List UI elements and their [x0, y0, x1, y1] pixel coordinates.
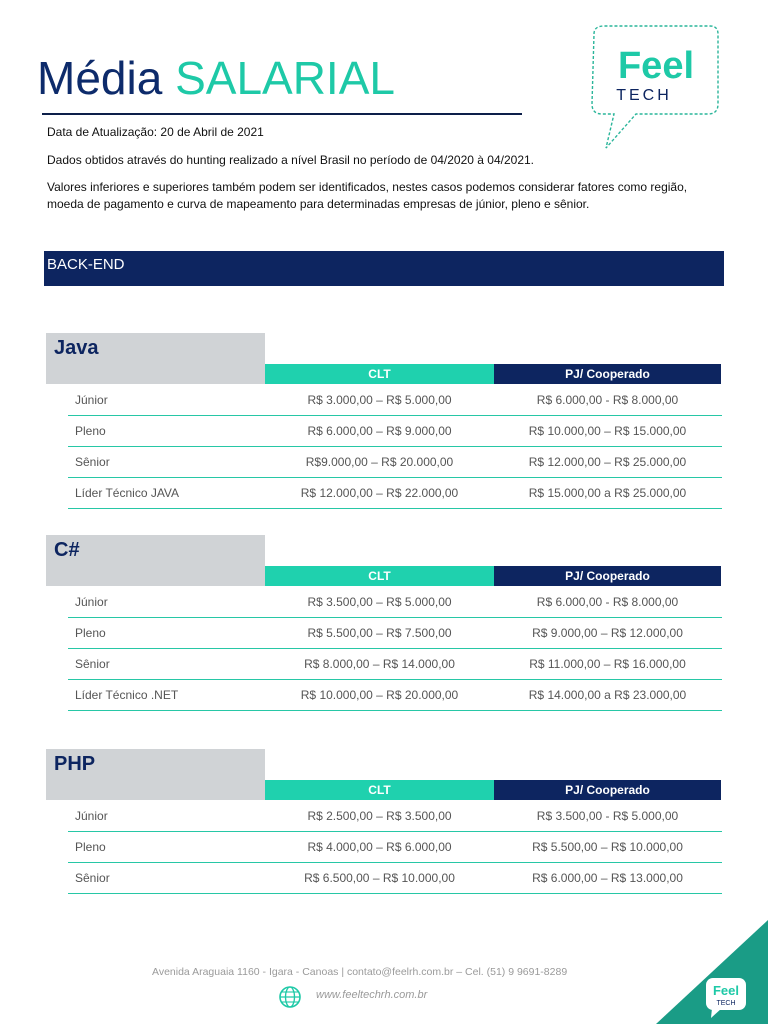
table-row: [68, 447, 722, 478]
feel-tech-logo: [584, 22, 722, 152]
clt-cell: R$ 8.000,00 – R$ 14.000,00: [304, 657, 455, 671]
table-title: PHP: [54, 753, 96, 775]
pj-cell: R$ 6.000,00 - R$ 8.000,00: [536, 393, 679, 407]
level-cell: Pleno: [75, 840, 106, 854]
section-title: BACK-END: [47, 256, 125, 273]
title-part-1: Média: [37, 52, 163, 104]
pj-cell: R$ 10.000,00 – R$ 15.000,00: [528, 424, 687, 438]
pj-cell: R$ 3.500,00 - R$ 5.000,00: [536, 809, 679, 823]
corner-logo-tech: TECH: [716, 1000, 736, 1007]
level-cell: Júnior: [75, 393, 108, 407]
table-row: [68, 618, 722, 649]
logo-word-tech: TECH: [616, 87, 672, 104]
level-cell: Sênior: [75, 657, 110, 671]
column-header-clt: CLT: [265, 364, 494, 384]
clt-cell: R$9.000,00 – R$ 20.000,00: [305, 455, 454, 469]
level-cell: Júnior: [75, 595, 108, 609]
level-cell: Pleno: [75, 424, 106, 438]
table-title: C#: [54, 539, 80, 561]
website-link[interactable]: www.feeltechrh.com.br: [316, 989, 428, 1001]
table-title-box: [46, 749, 265, 800]
level-cell: Sênior: [75, 871, 110, 885]
page-title: [37, 50, 395, 106]
column-header-pj: PJ/ Cooperado: [494, 364, 721, 384]
clt-cell: R$ 3.000,00 – R$ 5.000,00: [307, 393, 452, 407]
pj-cell: R$ 15.000,00 a R$ 25.000,00: [528, 486, 687, 500]
section-header-backend: [44, 251, 724, 286]
logo-word-feel: Feel: [617, 45, 695, 87]
clt-cell: R$ 4.000,00 – R$ 6.000,00: [307, 840, 452, 854]
pj-cell: R$ 14.000,00 a R$ 23.000,00: [528, 688, 687, 702]
table-title: Java: [54, 337, 99, 359]
values-note: Valores inferiores e superiores também podem ser identificados, nestes casos podemos considerar fatores como região, moeda de pagamento e curva de mapeamento para determinadas empresas de júnior, pleno e sênior.: [47, 180, 688, 211]
globe-icon: [278, 985, 302, 1009]
table-row: [68, 416, 722, 447]
footer-address: Avenida Araguaia 1160 - Igara - Canoas | contato@feelrh.com.br – Cel. (51) 9 9691-8289: [152, 966, 568, 978]
pj-cell: R$ 6.000,00 – R$ 13.000,00: [532, 871, 683, 885]
table-row: [68, 478, 722, 509]
column-header-pj: PJ/ Cooperado: [494, 780, 721, 800]
table-title-box: [46, 333, 265, 384]
table-row: [68, 801, 722, 832]
pj-cell: R$ 5.500,00 – R$ 10.000,00: [532, 840, 683, 854]
table-row: [68, 863, 722, 894]
column-header-clt: CLT: [265, 566, 494, 586]
level-cell: Líder Técnico .NET: [75, 688, 179, 702]
title-underline: [42, 113, 522, 115]
column-header-pj: PJ/ Cooperado: [494, 566, 721, 586]
update-date: Data de Atualização: 20 de Abril de 2021: [47, 125, 264, 139]
level-cell: Líder Técnico JAVA: [75, 486, 180, 500]
corner-logo-feel: Feel: [712, 983, 740, 998]
pj-cell: R$ 9.000,00 – R$ 12.000,00: [532, 626, 683, 640]
pj-cell: R$ 12.000,00 – R$ 25.000,00: [528, 455, 687, 469]
clt-cell: R$ 5.500,00 – R$ 7.500,00: [307, 626, 452, 640]
level-cell: Pleno: [75, 626, 106, 640]
table-row: [68, 680, 722, 711]
clt-cell: R$ 3.500,00 – R$ 5.000,00: [307, 595, 452, 609]
table-row: [68, 649, 722, 680]
table-row: [68, 385, 722, 416]
pj-cell: R$ 11.000,00 – R$ 16.000,00: [529, 657, 686, 671]
table-row: [68, 587, 722, 618]
corner-logo: [656, 920, 768, 1024]
clt-cell: R$ 6.500,00 – R$ 10.000,00: [304, 871, 455, 885]
column-header-clt: CLT: [265, 780, 494, 800]
clt-cell: R$ 12.000,00 – R$ 22.000,00: [300, 486, 459, 500]
table-title-box: [46, 535, 265, 586]
pj-cell: R$ 6.000,00 - R$ 8.000,00: [536, 595, 679, 609]
level-cell: Júnior: [75, 809, 108, 823]
title-part-2: SALARIAL: [175, 52, 395, 104]
clt-cell: R$ 2.500,00 – R$ 3.500,00: [307, 809, 452, 823]
level-cell: Sênior: [75, 455, 110, 469]
data-source-note: Dados obtidos através do hunting realizado a nível Brasil no período de 04/2020 à 04/2021.: [47, 153, 535, 167]
table-row: [68, 832, 722, 863]
clt-cell: R$ 6.000,00 – R$ 9.000,00: [307, 424, 452, 438]
clt-cell: R$ 10.000,00 – R$ 20.000,00: [300, 688, 459, 702]
